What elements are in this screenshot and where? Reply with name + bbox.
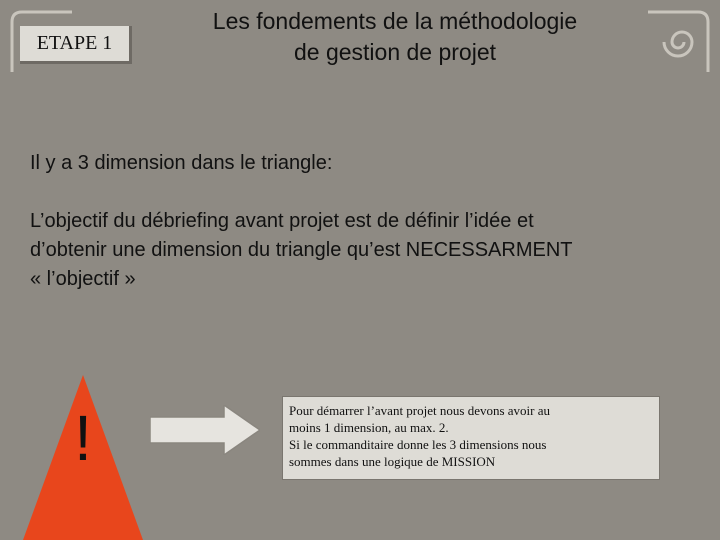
title-line-2: de gestion de projet	[293, 39, 497, 65]
note-box	[282, 396, 660, 480]
warning-triangle-icon	[23, 375, 143, 540]
paragraph-line-3: « l’objectif »	[30, 268, 136, 290]
body-paragraph	[30, 207, 700, 294]
step-label: ETAPE 1	[20, 26, 132, 64]
warning-symbol: !	[74, 402, 92, 474]
title-line-1: Les fondements de la méthodologie	[212, 8, 578, 34]
note-line-3: Si le commanditaire donne les 3 dimensions nous	[289, 437, 547, 452]
note-line-4: sommes dans une logique de MISSION	[289, 454, 496, 469]
paragraph-line-1: L’objectif du débriefing avant projet est de définir l’idée et	[30, 210, 534, 232]
note-line-1: Pour démarrer l’avant projet nous devons avoir au	[289, 403, 551, 418]
slide-title	[140, 6, 650, 68]
paragraph-line-2: d’obtenir une dimension du triangle qu’est NECESSARMENT	[30, 239, 573, 261]
swirl-top-right-icon	[638, 2, 718, 82]
note-line-2: moins 1 dimension, au max. 2.	[289, 420, 449, 435]
subtitle: Il y a 3 dimension dans le triangle:	[30, 152, 333, 174]
arrow-right-icon	[150, 405, 260, 455]
